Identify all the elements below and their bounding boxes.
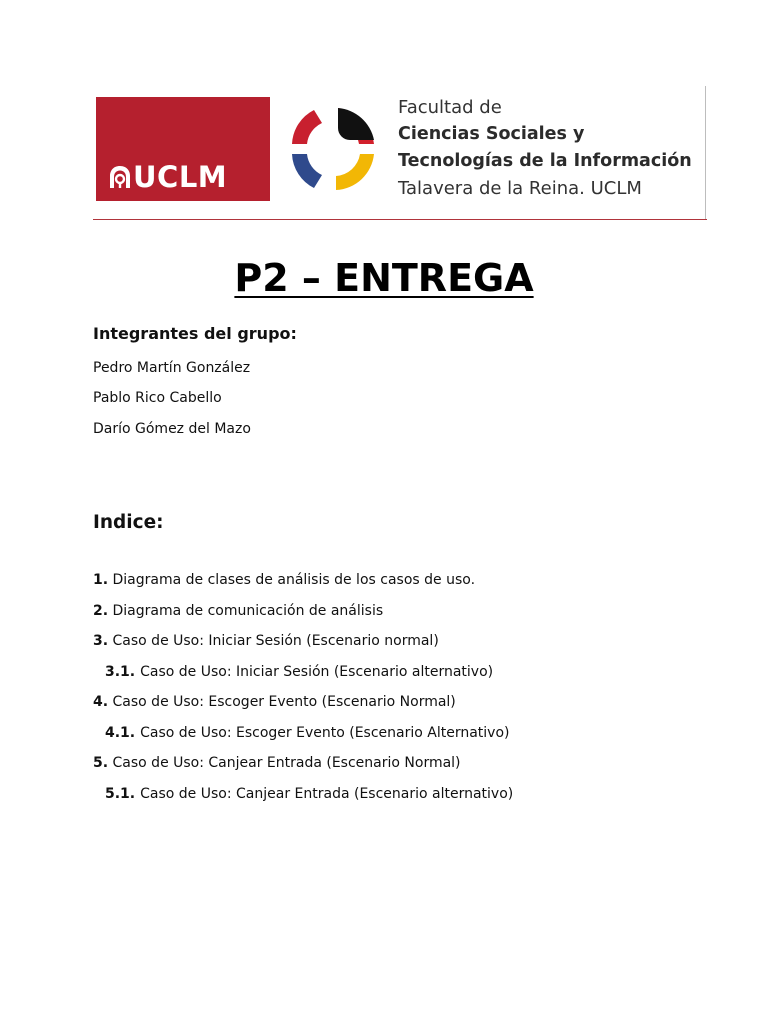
- faculty-logo-icon: [282, 98, 384, 200]
- faculty-line-3: Tecnologías de la Información: [398, 151, 692, 171]
- uclm-emblem-icon: [108, 163, 132, 191]
- uclm-wordmark: UCLM: [133, 160, 228, 194]
- toc-text: Caso de Uso: Iniciar Sesión (Escenario normal): [108, 633, 439, 649]
- toc-text: Caso de Uso: Canjear Entrada (Escenario Normal): [108, 755, 461, 771]
- toc-number: 3.1.: [105, 664, 136, 680]
- header-divider: [93, 219, 707, 220]
- toc-item: [93, 631, 439, 651]
- toc-text: Caso de Uso: Iniciar Sesión (Escenario alternativo): [140, 664, 494, 680]
- toc-item: [93, 692, 456, 712]
- toc-text: Caso de Uso: Escoger Evento (Escenario Normal): [108, 694, 456, 710]
- toc-subitem: [105, 784, 513, 804]
- document-title: [0, 252, 768, 304]
- toc-item: [93, 570, 475, 590]
- faculty-line-1: Facultad de: [398, 97, 502, 118]
- toc-text: Caso de Uso: Canjear Entrada (Escenario alternativo): [140, 786, 514, 802]
- member-name: Pablo Rico Cabello: [93, 390, 222, 406]
- member-name: Darío Gómez del Mazo: [93, 421, 251, 437]
- toc-text: Diagrama de comunicación de análisis: [108, 603, 384, 619]
- toc-number: 3.: [93, 633, 109, 649]
- members-heading: Integrantes del grupo:: [93, 324, 297, 343]
- toc-number: 5.1.: [105, 786, 136, 802]
- document-title-text: P2 – ENTREGA: [234, 256, 534, 300]
- toc-number: 2.: [93, 603, 109, 619]
- header-right-rule: [705, 86, 706, 220]
- toc-text: Diagrama de clases de análisis de los casos de uso.: [108, 572, 476, 588]
- toc-item: [93, 601, 383, 621]
- toc-subitem: [105, 662, 493, 682]
- faculty-name: [398, 94, 692, 202]
- toc-item: [93, 753, 461, 773]
- toc-number: 1.: [93, 572, 109, 588]
- toc-subitem: [105, 723, 510, 743]
- index-heading: Indice:: [93, 512, 164, 533]
- faculty-line-2: Ciencias Sociales y: [398, 124, 585, 144]
- faculty-line-4: Talavera de la Reina. UCLM: [398, 178, 642, 199]
- toc-number: 5.: [93, 755, 109, 771]
- member-name: Pedro Martín González: [93, 360, 251, 376]
- toc-text: Caso de Uso: Escoger Evento (Escenario Alternativo): [140, 725, 510, 741]
- toc-number: 4.: [93, 694, 109, 710]
- toc-number: 4.1.: [105, 725, 136, 741]
